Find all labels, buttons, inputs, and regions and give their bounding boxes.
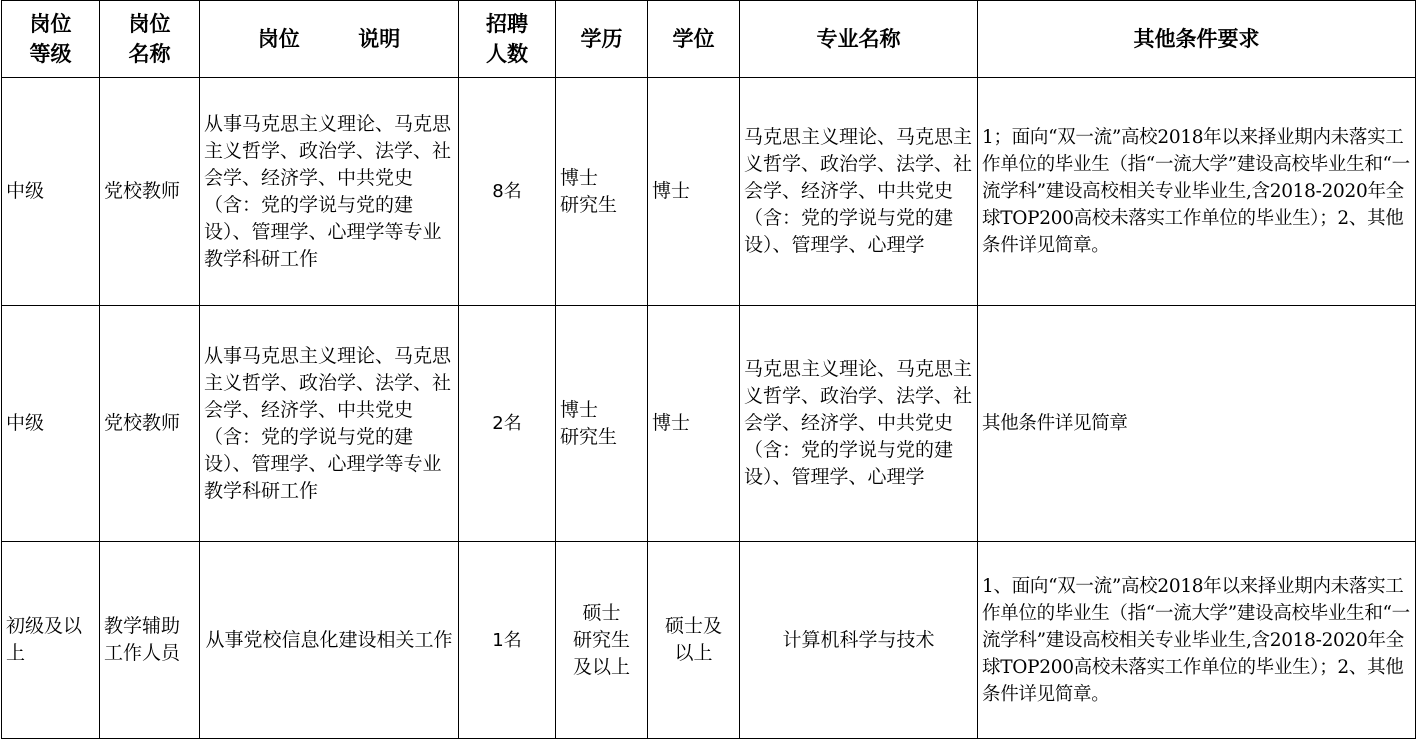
table-row bbox=[2, 306, 1416, 542]
cell-requirements: 其他条件详见简章 bbox=[978, 306, 1416, 542]
cell-description: 从事马克思主义理论、马克思主义哲学、政治学、法学、社会学、经济学、中共党史（含：党的学说与党的建设）、管理学、心理学等专业教学科研工作 bbox=[200, 306, 459, 542]
header-degree: 学位 bbox=[648, 1, 740, 78]
cell-major: 马克思主义理论、马克思主义哲学、政治学、法学、社会学、经济学、中共党史（含：党的学说与党的建设）、管理学、心理学 bbox=[740, 306, 978, 542]
cell-name: 党校教师 bbox=[100, 306, 200, 542]
cell-level: 中级 bbox=[2, 306, 100, 542]
cell-requirements: 1、面向“双一流”高校2018年以来择业期内未落实工作单位的毕业生（指“一流大学”建设高校毕业生和“一流学科”建设高校相关专业毕业生,含2018-2020年全球TOP200高校未落实工作单位的毕业生）；2、其他条件详见简章。 bbox=[978, 542, 1416, 739]
cell-degree: 硕士及 以上 bbox=[648, 542, 740, 739]
header-education: 学历 bbox=[556, 1, 648, 78]
cell-count: 8名 bbox=[459, 78, 556, 306]
header-count: 招聘 人数 bbox=[459, 1, 556, 78]
cell-name: 教学辅助工作人员 bbox=[100, 542, 200, 739]
header-name: 岗位 名称 bbox=[100, 1, 200, 78]
cell-level: 初级及以上 bbox=[2, 542, 100, 739]
cell-description: 从事马克思主义理论、马克思主义哲学、政治学、法学、社会学、经济学、中共党史（含：党的学说与党的建设）、管理学、心理学等专业教学科研工作 bbox=[200, 78, 459, 306]
cell-education: 博士 研究生 bbox=[556, 306, 648, 542]
cell-major: 马克思主义理论、马克思主义哲学、政治学、法学、社会学、经济学、中共党史（含：党的学说与党的建设）、管理学、心理学 bbox=[740, 78, 978, 306]
header-other-requirements: 其他条件要求 bbox=[978, 1, 1416, 78]
cell-major: 计算机科学与技术 bbox=[740, 542, 978, 739]
cell-degree: 博士 bbox=[648, 78, 740, 306]
cell-education: 硕士 研究生 及以上 bbox=[556, 542, 648, 739]
cell-education: 博士 研究生 bbox=[556, 78, 648, 306]
table-row bbox=[2, 78, 1416, 306]
cell-level: 中级 bbox=[2, 78, 100, 306]
cell-count: 1名 bbox=[459, 542, 556, 739]
cell-requirements: 1；面向“双一流”高校2018年以来择业期内未落实工作单位的毕业生（指“一流大学”建设高校毕业生和“一流学科”建设高校相关专业毕业生,含2018-2020年全球TOP200高校未落实工作单位的毕业生）；2、其他条件详见简章。 bbox=[978, 78, 1416, 306]
header-major: 专业名称 bbox=[740, 1, 978, 78]
header-level: 岗位 等级 bbox=[2, 1, 100, 78]
cell-degree: 博士 bbox=[648, 306, 740, 542]
cell-count: 2名 bbox=[459, 306, 556, 542]
cell-description: 从事党校信息化建设相关工作 bbox=[200, 542, 459, 739]
cell-name: 党校教师 bbox=[100, 78, 200, 306]
header-description: 岗位 说明 bbox=[200, 1, 459, 78]
table-row bbox=[2, 542, 1416, 739]
header-row bbox=[2, 1, 1416, 78]
recruitment-table bbox=[1, 0, 1416, 739]
